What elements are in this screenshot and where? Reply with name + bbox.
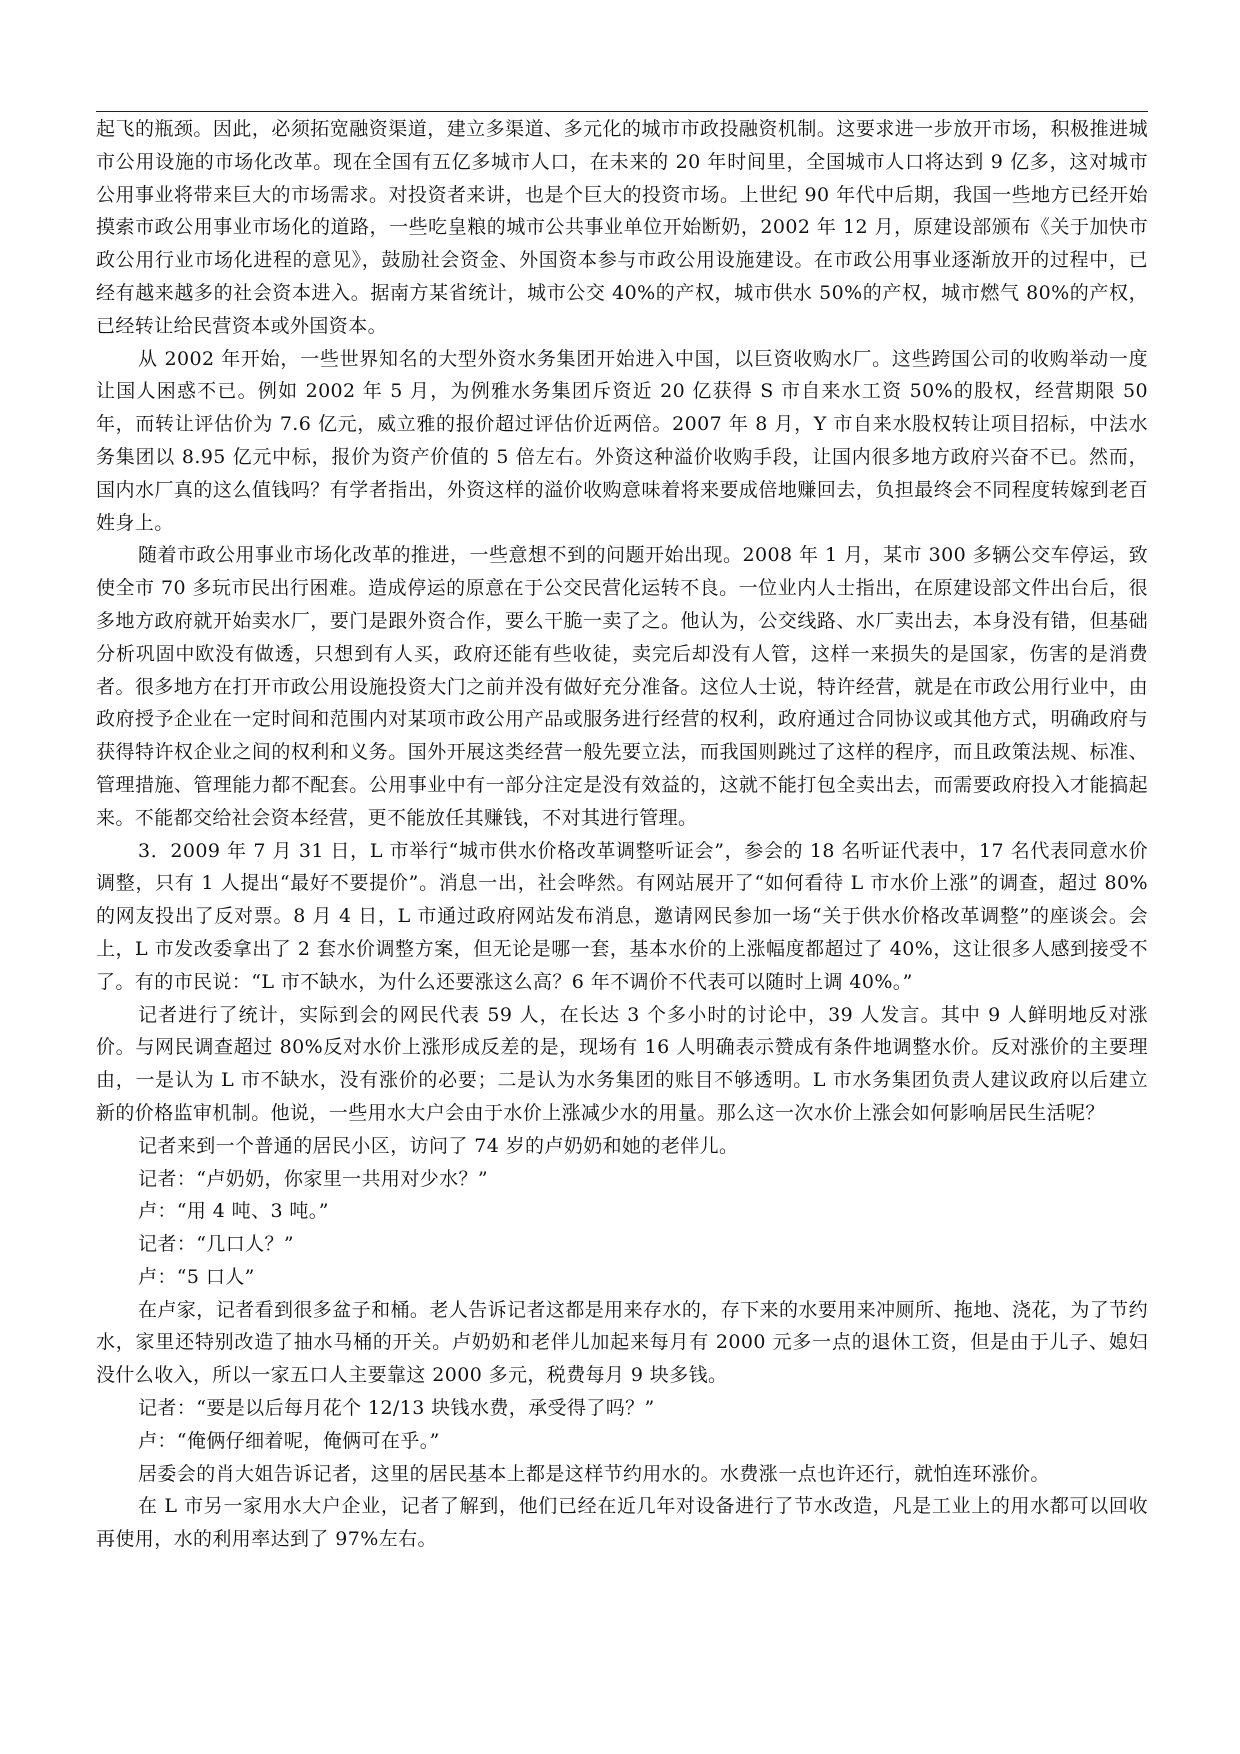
dialogue-line: 记者：“几口人？” — [138, 1233, 295, 1256]
paragraph-household-description: 在卢家，记者看到很多盆子和桶。老人告诉记者这都是用来存水的，存下来的水要用来冲厕所、拖地、浇花，为了节约水，家里还特别改造了抽水马桶的开关。卢奶奶和老伴儿加起来每月有 2000 元多一点的退休工资，但是由于儿子、媳妇没什么收入，所以一家五口人主要靠这 2000 多元，税费每月 9 块多钱。 — [96, 1298, 1148, 1387]
header-rule — [96, 111, 1148, 112]
paragraph-hearing-item-3: 3．2009 年 7 月 31 日，L 市举行“城市供水价格改革调整听证会”，参会的 18 名听证代表中，17 名代表同意水价调整，只有 1 人提出“最好不要提价”。消息一出，社会哗然。有网站展开了“如何看待 L 市水价上涨”的调查，超过 80%的网友投出了反对票。8 月 4 日，L 市通过政府网站发布消息，邀请网民参加一场“关于供水价格改革调整”的座谈会。会上，L 市发改委拿出了 2 套水价调整方案，但无论是哪一套，基本水价的上涨幅度都超过了 40%，这让很多人感到接受不了。有的市民说：“L 市不缺水，为什么还要涨这么高？6 年不调价不代表可以随时上调 40%。” — [96, 839, 1148, 993]
document-body — [96, 113, 1148, 1556]
dialogue-line: 卢：“5 口人” — [138, 1265, 255, 1288]
paragraph-marketization-problems: 随着市政公用事业市场化改革的推进，一些意想不到的问题开始出现。2008 年 1 月，某市 300 多辆公交车停运，致使全市 70 多玩市民出行困难。造成停运的原意在于公交民营化运转不良。一位业内人士指出，在原建设部文件出台后，很多地方政府就开始卖水厂，要门是跟外资合作，要么干脆一卖了之。他认为，公交线路、水厂卖出去，本身没有错，但基础分析巩固中欧没有做透，只想到有人买，政府还能有些收徒，卖完后却没有人管，这样一来损失的是国家，伤害的是消费者。很多地方在打开市政公用设施投资大门之前并没有做好充分准备。这位人士说，特许经营，就是在市政公用行业中，由政府授予企业在一定时间和范围内对某项市政公用产品或服务进行经营的权利，政府通过合同协议或其他方式，明确政府与获得特许权企业之间的权利和义务。国外开展这类经营一般先要立法，而我国则跳过了这样的程序，而且政策法规、标准、管理措施、管理能力都不配套。公用事业中有一部分注定是没有效益的，这就不能打包全卖出去，而需要政府投入才能搞起来。不能都交给社会资本经营，更不能放任其赚钱，不对其进行管理。 — [96, 544, 1148, 829]
paragraph-visit-intro: 记者来到一个普通的居民小区，访问了 74 岁的卢奶奶和她的老伴儿。 — [138, 1134, 739, 1157]
paragraph-enterprise-water-saving: 在 L 市另一家用水大户企业，记者了解到，他们已经在近几年对设备进行了节水改造，凡是工业上的用水都可以回收再使用，水的利用率达到了 97%左右。 — [96, 1495, 1148, 1551]
paragraph-continuation: 起飞的瓶颈。因此，必须拓宽融资渠道，建立多渠道、多元化的城市市政投融资机制。这要求进一步放开市场，积极推进城市公用设施的市场化改革。现在全国有五亿多城市人口，在未来的 20 年时间里，全国城市人口将达到 9 亿多，这对城市公用事业将带来巨大的市场需求。对投资者来讲，也是个巨大的投资市场。上世纪 90 年代中后期，我国一些地方已经开始摸索市政公用事业市场化的道路，一些吃皇粮的城市公共事业单位开始断奶，2002 年 12 月，原建设部颁布《关于加快市政公用行业市场化进程的意见》，鼓励社会资金、外国资本参与市政公用设施建设。在市政公用事业逐渐放开的过程中，已经有越来越多的社会资本进入。据南方某省统计，城市公交 40%的产权，城市供水 50%的产权，城市燃气 80%的产权，已经转让给民营资本或外国资本。 — [96, 118, 1148, 337]
paragraph-neighborhood-committee: 居委会的肖大姐告诉记者，这里的居民基本上都是这样节约用水的。水费涨一点也许还行，就怕连环涨价。 — [138, 1462, 1050, 1485]
dialogue-line: 卢：“俺俩仔细着呢，俺俩可在乎。” — [138, 1429, 440, 1452]
paragraph-foreign-water-acquisitions: 从 2002 年开始，一些世界知名的大型外资水务集团开始进入中国，以巨资收购水厂。这些跨国公司的收购举动一度让国人困惑不已。例如 2002 年 5 月，为例雅水务集团斥资近 20 亿获得 S 市自来水工资 50%的股权，经营期限 50 年，而转让评估价为 7.6 亿元，威立雅的报价超过评估价近两倍。2007 年 8 月，Y 市自来水股权转让项目招标，中法水务集团以 8.95 亿元中标，报价为资产价值的 5 倍左右。外资这种溢价收购手段，让国内很多地方政府兴奋不已。然而，国内水厂真的这么值钱吗？有学者指出，外资这样的溢价收购意味着将来要成倍地赚回去，负担最终会不同程度转嫁到老百姓身上。 — [96, 347, 1148, 534]
paragraph-reporter-statistics: 记者进行了统计，实际到会的网民代表 59 人，在长达 3 个多小时的讨论中，39 人发言。其中 9 人鲜明地反对涨价。与网民调查超过 80%反对水价上涨形成反差的是，现场有 16 人明确表示赞成有条件地调整水价。反对涨价的主要理由，一是认为 L 市不缺水，没有涨价的必要；二是认为水务集团的账目不够透明。L 市水务集团负责人建议政府以后建立新的价格监审机制。他说，一些用水大户会由于水价上涨减少水的用量。那么这一次水价上涨会如何影响居民生活呢？ — [96, 1003, 1148, 1124]
dialogue-line: 记者：“要是以后每月花个 12/13 块钱水费，承受得了吗？” — [138, 1397, 655, 1420]
dialogue-line: 卢：“用 4 吨、3 吨。” — [138, 1200, 329, 1223]
dialogue-line: 记者：“卢奶奶，你家里一共用对少水？” — [138, 1167, 489, 1190]
